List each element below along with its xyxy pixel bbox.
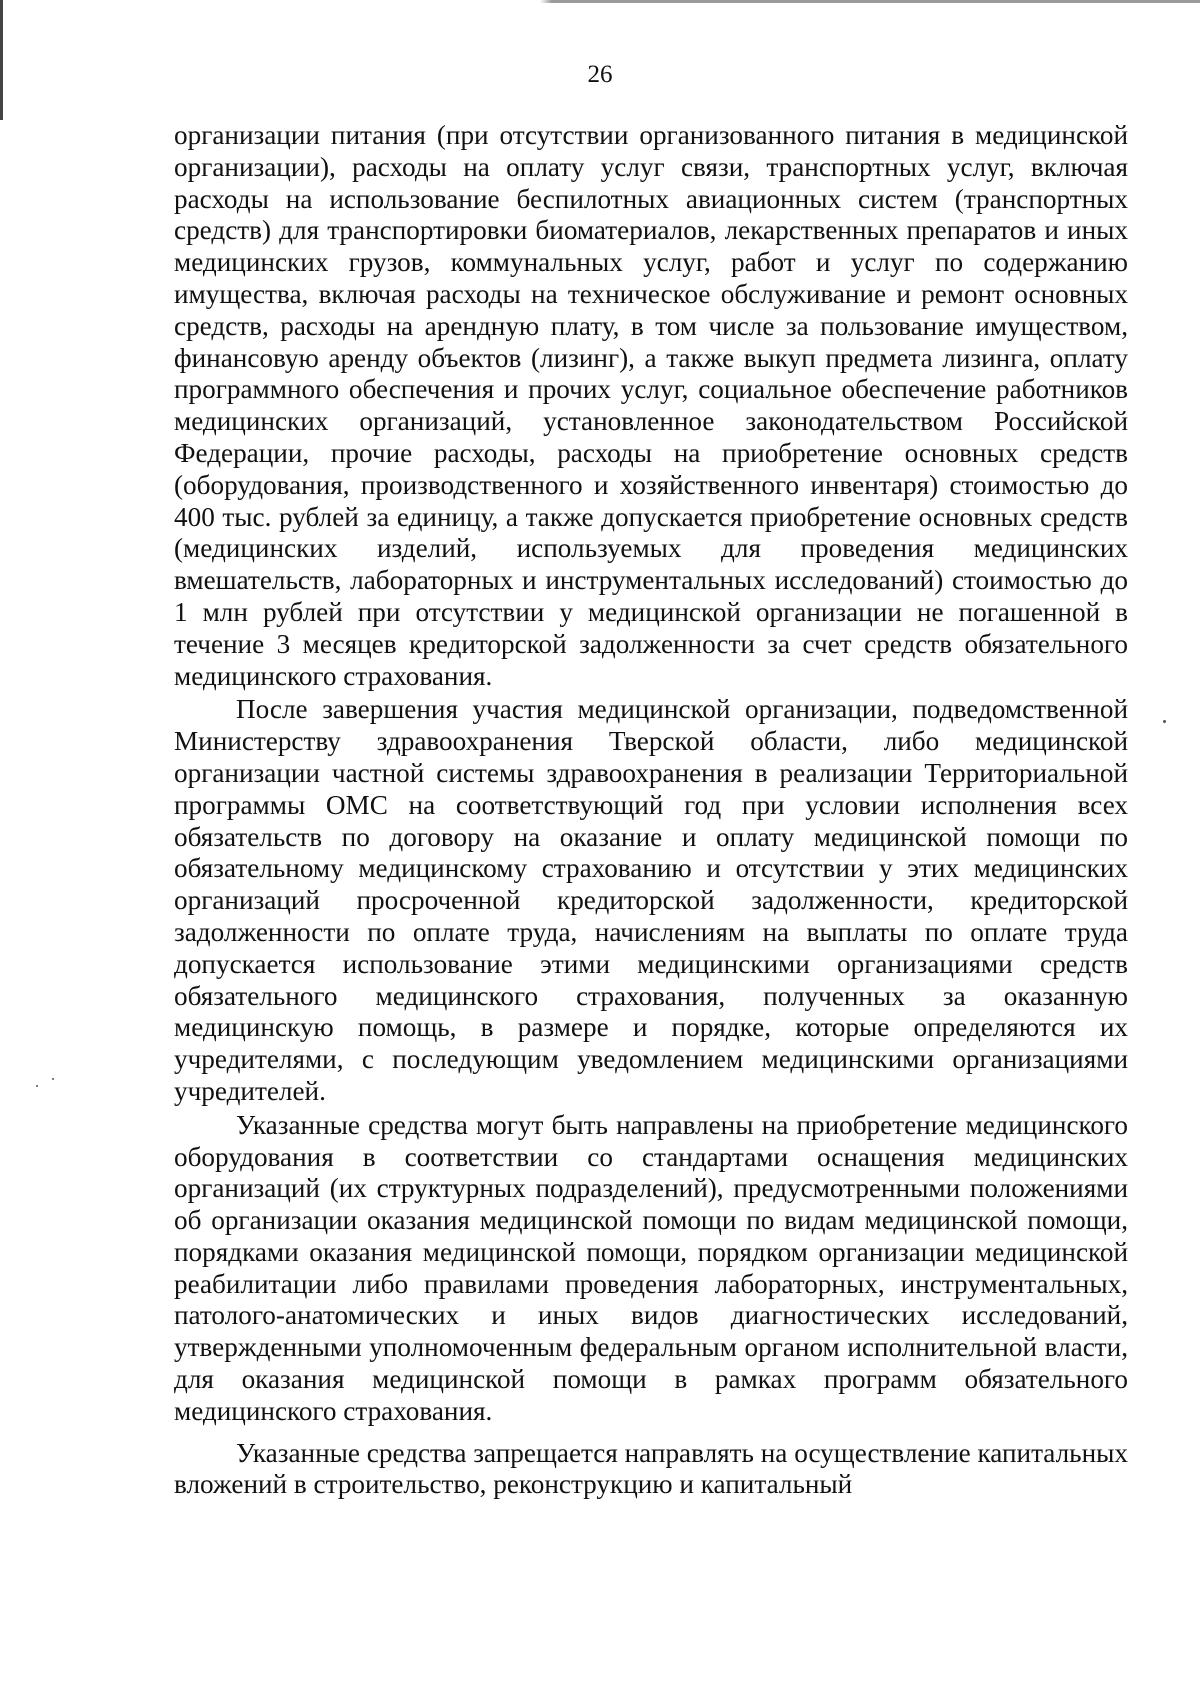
paragraph-funds-prohibited: Указанные средства запрещается направлять на осуществление капитальных вложений в строительство, реконструкцию и капитальный bbox=[174, 1437, 1128, 1500]
scan-speck bbox=[52, 1078, 54, 1080]
scan-speck bbox=[36, 1085, 38, 1087]
page-number: 26 bbox=[587, 61, 613, 88]
body-text bbox=[174, 120, 1128, 1501]
scan-top-edge bbox=[0, 0, 1200, 3]
paragraph-continuation: организации питания (при отсутствии организованного питания в медицинской организации), расходы на оплату услуг связи, транспортных услуг, включая расходы на использование беспилотных авиационных систем (транспортных средств) для транспортировки биоматериалов, лекарственных препаратов и иных медицинских грузов, коммунальных услуг, работ и услуг по содержанию имущества, включая расходы на техническое обслуживание и ремонт основных средств, расходы на арендную плату, в том числе за пользование имуществом, финансовую аренду объектов (лизинг), а также выкуп предмета лизинга, оплату программного обеспечения и прочих услуг, социальное обеспечение работников медицинских организаций, установленное законодательством Российской Федерации, прочие расходы, расходы на приобретение основных средств (оборудования, производственного и хозяйственного инвентаря) стоимостью до 400 тыс. рублей за единицу, а также допускается приобретение основных средств (медицинских изделий, используемых для проведения медицинских вмешательств, лабораторных и инструментальных исследований) стоимостью до 1 млн рублей при отсутствии у медицинской организации не погашенной в течение 3 месяцев кредиторской задолженности за счет средств обязательного медицинского страхования. bbox=[174, 120, 1128, 691]
paragraph-after-completion: После завершения участия медицинской организации, подведомственной Министерству здравоохранения Тверской области, либо медицинской организации частной системы здравоохранения в реализации Территориальной программы ОМС на соответствующий год при условии исполнения всех обязательств по договору на оказание и оплату медицинской помощи по обязательному медицинскому страхованию и отсутствии у этих медицинских организаций просроченной кредиторской задолженности, кредиторской задолженности по оплате труда, начислениям на выплаты по оплате труда допускается использование этими медицинскими организациями средств обязательного медицинского страхования, полученных за оказанную медицинскую помощь, в размере и порядке, которые определяются их учредителями, с последующим уведомлением медицинскими организациями учредителей. bbox=[174, 694, 1128, 1106]
paragraph-funds-may-be-used: Указанные средства могут быть направлены на приобретение медицинского оборудования в соответствии со стандартами оснащения медицинских организаций (их структурных подразделений), предусмотренными положениями об организации оказания медицинской помощи по видам медицинской помощи, порядками оказания медицинской помощи, порядком организации медицинской реабилитации либо правилами проведения лабораторных, инструментальных, патолого-анатомических и иных видов диагностических исследований, утвержденными уполномоченным федеральным органом исполнительной власти, для оказания медицинской помощи в рамках программ обязательного медицинского страхования. bbox=[174, 1109, 1128, 1426]
scan-speck bbox=[1163, 720, 1166, 723]
